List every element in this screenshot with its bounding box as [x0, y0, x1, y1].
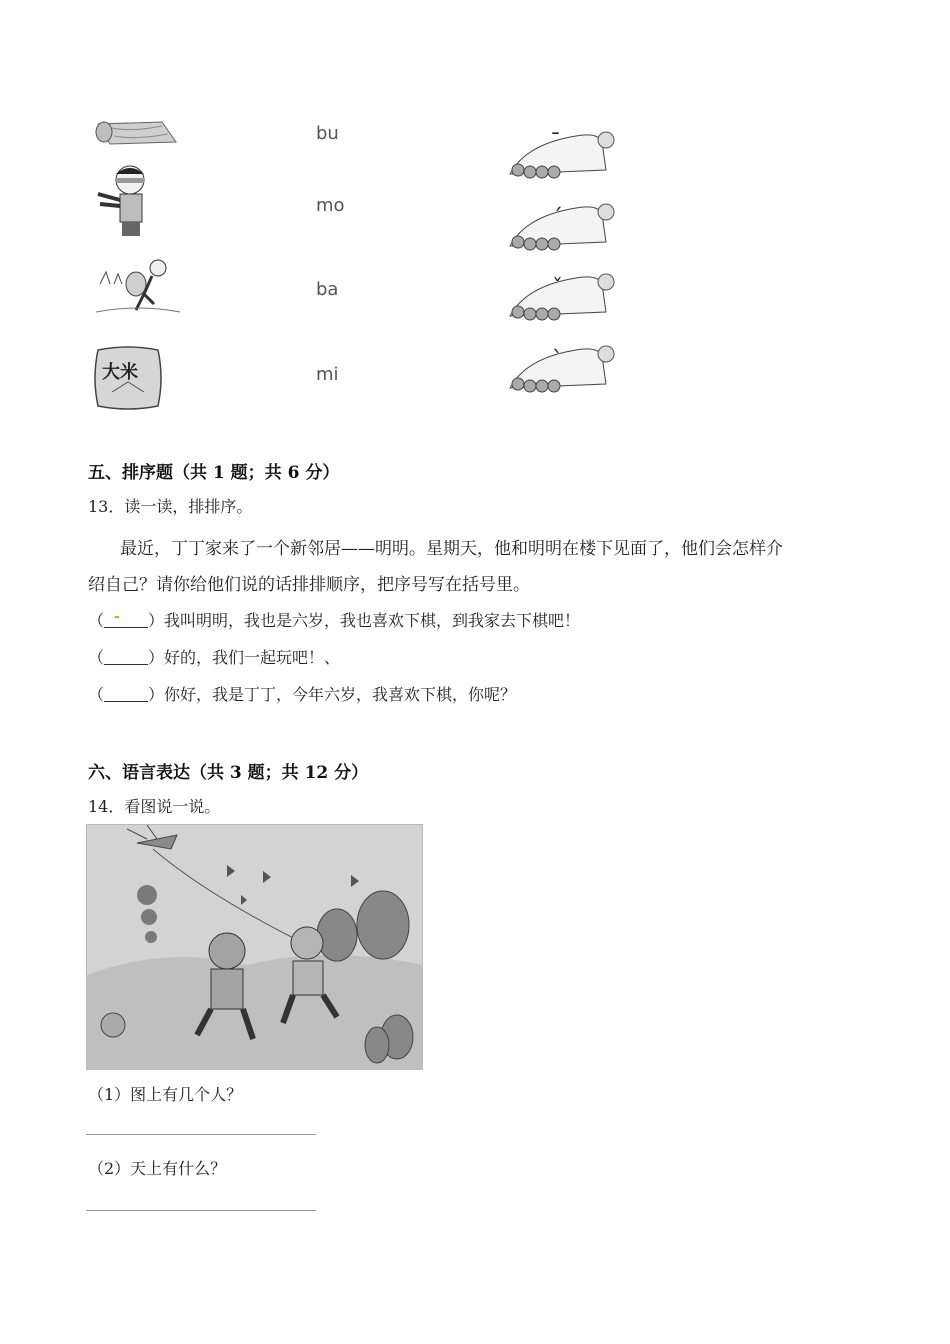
kite-scene-illustration [87, 825, 422, 1069]
tone-hat-icon [506, 126, 618, 180]
close-paren: ） [148, 648, 165, 667]
open-paren: （ [88, 685, 105, 704]
blindfolded-boy-icon [92, 160, 164, 242]
answer-line[interactable] [86, 1210, 316, 1211]
section-heading: 五、排序题（共 1 题；共 6 分） [88, 463, 340, 483]
ordering-item [88, 608, 580, 631]
close-paren: ） [148, 685, 165, 704]
open-paren: （ [88, 648, 105, 667]
section-heading: 六、语言表达（共 3 题；共 12 分） [88, 763, 369, 783]
tone-hat-icon [506, 268, 618, 322]
close-paren: ） [148, 611, 165, 630]
rice-bag-icon [92, 344, 164, 412]
pinyin-label: ba [316, 279, 339, 300]
open-paren: （ [88, 611, 105, 630]
sub-question: （1）图上有几个人？ [88, 1085, 243, 1104]
rice-bag-label: 大米 [102, 362, 138, 383]
tone-mark: ˋ [552, 348, 563, 373]
tone-hat-icon [506, 198, 618, 252]
item-text: 你好，我是丁丁，今年六岁，我喜欢下棋，你呢？ [164, 685, 517, 704]
sub-question: （2）天上有什么？ [88, 1159, 227, 1178]
question-paragraph: 绍自己？请你给他们说的话排排顺序，把序号写在括号里。 [88, 575, 530, 595]
tone-mark: ˉ [550, 130, 561, 155]
answer-mark: - [114, 609, 120, 625]
answer-blank[interactable] [104, 609, 148, 628]
question-title: 14．看图说一说。 [88, 797, 221, 816]
kite-flying-picture [86, 824, 423, 1070]
answer-blank[interactable] [104, 650, 148, 665]
pinyin-label: mo [316, 195, 345, 216]
cloth-roll-icon [92, 112, 180, 148]
answer-blank[interactable] [104, 687, 148, 702]
ordering-item [88, 645, 340, 668]
tone-mark: ˊ [552, 206, 563, 231]
item-text: 我叫明明，我也是六岁，我也喜欢下棋，到我家去下棋吧！ [164, 611, 581, 630]
item-text: 好的，我们一起玩吧！、 [164, 648, 341, 667]
tone-hat-icon [506, 340, 618, 394]
pulling-radish-icon [92, 254, 184, 320]
pinyin-label: bu [316, 123, 339, 144]
pinyin-label: mi [316, 364, 339, 385]
hat-shape [506, 126, 618, 180]
question-paragraph: 最近，丁丁家来了一个新邻居——明明。星期天，他和明明在楼下见面了，他们会怎样介 [120, 539, 783, 559]
tone-mark: ˇ [552, 276, 563, 301]
ordering-item [88, 682, 516, 705]
answer-line[interactable] [86, 1134, 316, 1135]
question-title: 13．读一读，排排序。 [88, 497, 253, 516]
